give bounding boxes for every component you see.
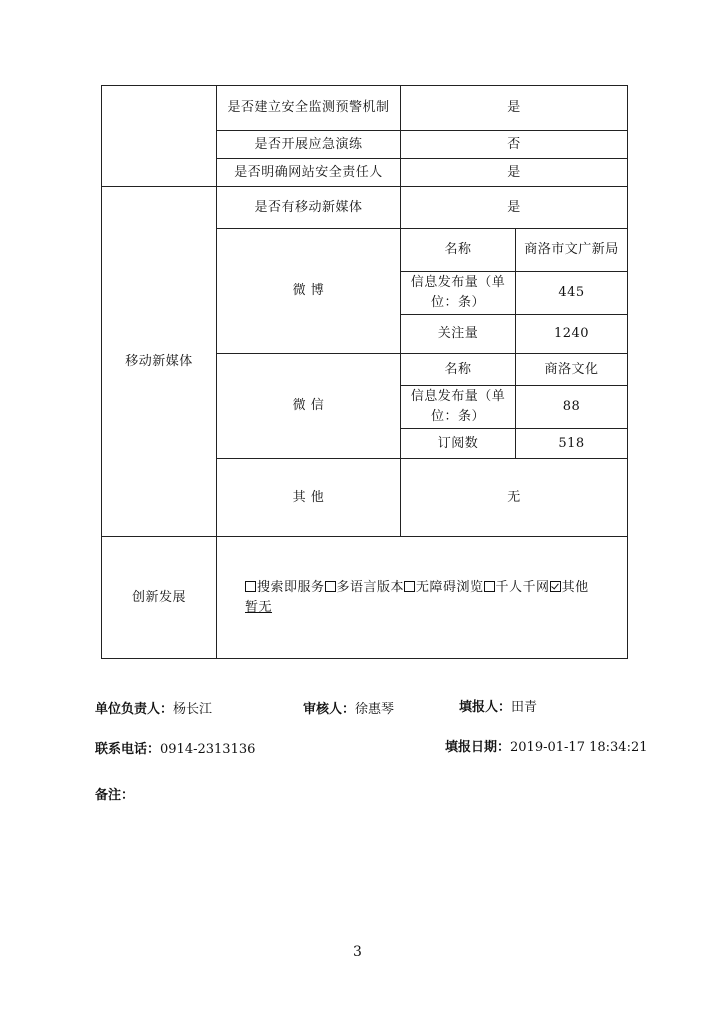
fill-date — [445, 736, 648, 755]
reviewer-value: 徐惠琴 — [355, 702, 395, 717]
wechat-label: 微 信 — [217, 354, 401, 459]
innovation-note: 暂无 — [245, 599, 273, 615]
wechat-posts-label: 信息发布量（单位：条） — [401, 386, 516, 429]
option-personalized[interactable]: 千人千网 — [484, 580, 550, 595]
weibo-posts-value: 445 — [516, 272, 628, 315]
weibo-posts-label: 信息发布量（单位：条） — [401, 272, 516, 315]
checkbox-icon[interactable] — [484, 581, 495, 592]
option-multilingual[interactable]: 多语言版本 — [325, 580, 405, 595]
reviewer — [303, 698, 394, 717]
checkbox-checked-icon[interactable] — [550, 581, 561, 592]
wechat-subs-label: 订阅数 — [401, 429, 516, 459]
filler — [459, 696, 537, 715]
responsible-value: 是 — [401, 159, 628, 187]
phone-label: 联系电话： — [95, 742, 161, 757]
filler-value: 田青 — [511, 700, 538, 715]
date-label: 填报日期： — [445, 740, 511, 755]
innovation-options — [245, 578, 619, 598]
unit-head — [95, 698, 212, 717]
other-value: 无 — [401, 459, 628, 537]
wechat-name-value: 商洛文化 — [516, 354, 628, 386]
weibo-follow-value: 1240 — [516, 315, 628, 354]
mobile-has-label: 是否有移动新媒体 — [217, 187, 401, 229]
checkbox-icon[interactable] — [325, 581, 336, 592]
option-accessibility[interactable]: 无障碍浏览 — [404, 580, 484, 595]
unit-head-value: 杨长江 — [173, 702, 213, 717]
phone — [95, 738, 255, 757]
innovation-cell — [217, 537, 628, 659]
responsible-label: 是否明确网站安全责任人 — [217, 159, 401, 187]
phone-value: 0914-2313136 — [160, 742, 256, 757]
weibo-label: 微 博 — [217, 229, 401, 354]
blank-section-cell — [102, 86, 217, 187]
wechat-name-label: 名称 — [401, 354, 516, 386]
monitoring-value: 是 — [401, 86, 628, 131]
wechat-subs-value: 518 — [516, 429, 628, 459]
monitoring-label: 是否建立安全监测预警机制 — [217, 86, 401, 131]
report-table — [101, 85, 628, 659]
checkbox-icon[interactable] — [404, 581, 415, 592]
wechat-posts-value: 88 — [516, 386, 628, 429]
other-label: 其 他 — [217, 459, 401, 537]
unit-head-label: 单位负责人： — [95, 702, 174, 717]
checkbox-icon[interactable] — [245, 581, 256, 592]
innovation-label: 创新发展 — [102, 537, 217, 659]
date-value: 2019-01-17 18:34:21 — [510, 740, 648, 755]
page-number: 3 — [353, 944, 362, 960]
weibo-follow-label: 关注量 — [401, 315, 516, 354]
option-other[interactable]: 其他 — [550, 580, 589, 595]
option-search-service[interactable]: 搜索即服务 — [245, 580, 325, 595]
remark-label: 备注： — [95, 788, 135, 803]
mobile-section-label: 移动新媒体 — [102, 187, 217, 537]
filler-label: 填报人： — [459, 700, 512, 715]
weibo-name-value: 商洛市文广新局 — [516, 229, 628, 272]
weibo-name-label: 名称 — [401, 229, 516, 272]
drill-value: 否 — [401, 131, 628, 159]
reviewer-label: 审核人： — [303, 702, 356, 717]
drill-label: 是否开展应急演练 — [217, 131, 401, 159]
mobile-has-value: 是 — [401, 187, 628, 229]
